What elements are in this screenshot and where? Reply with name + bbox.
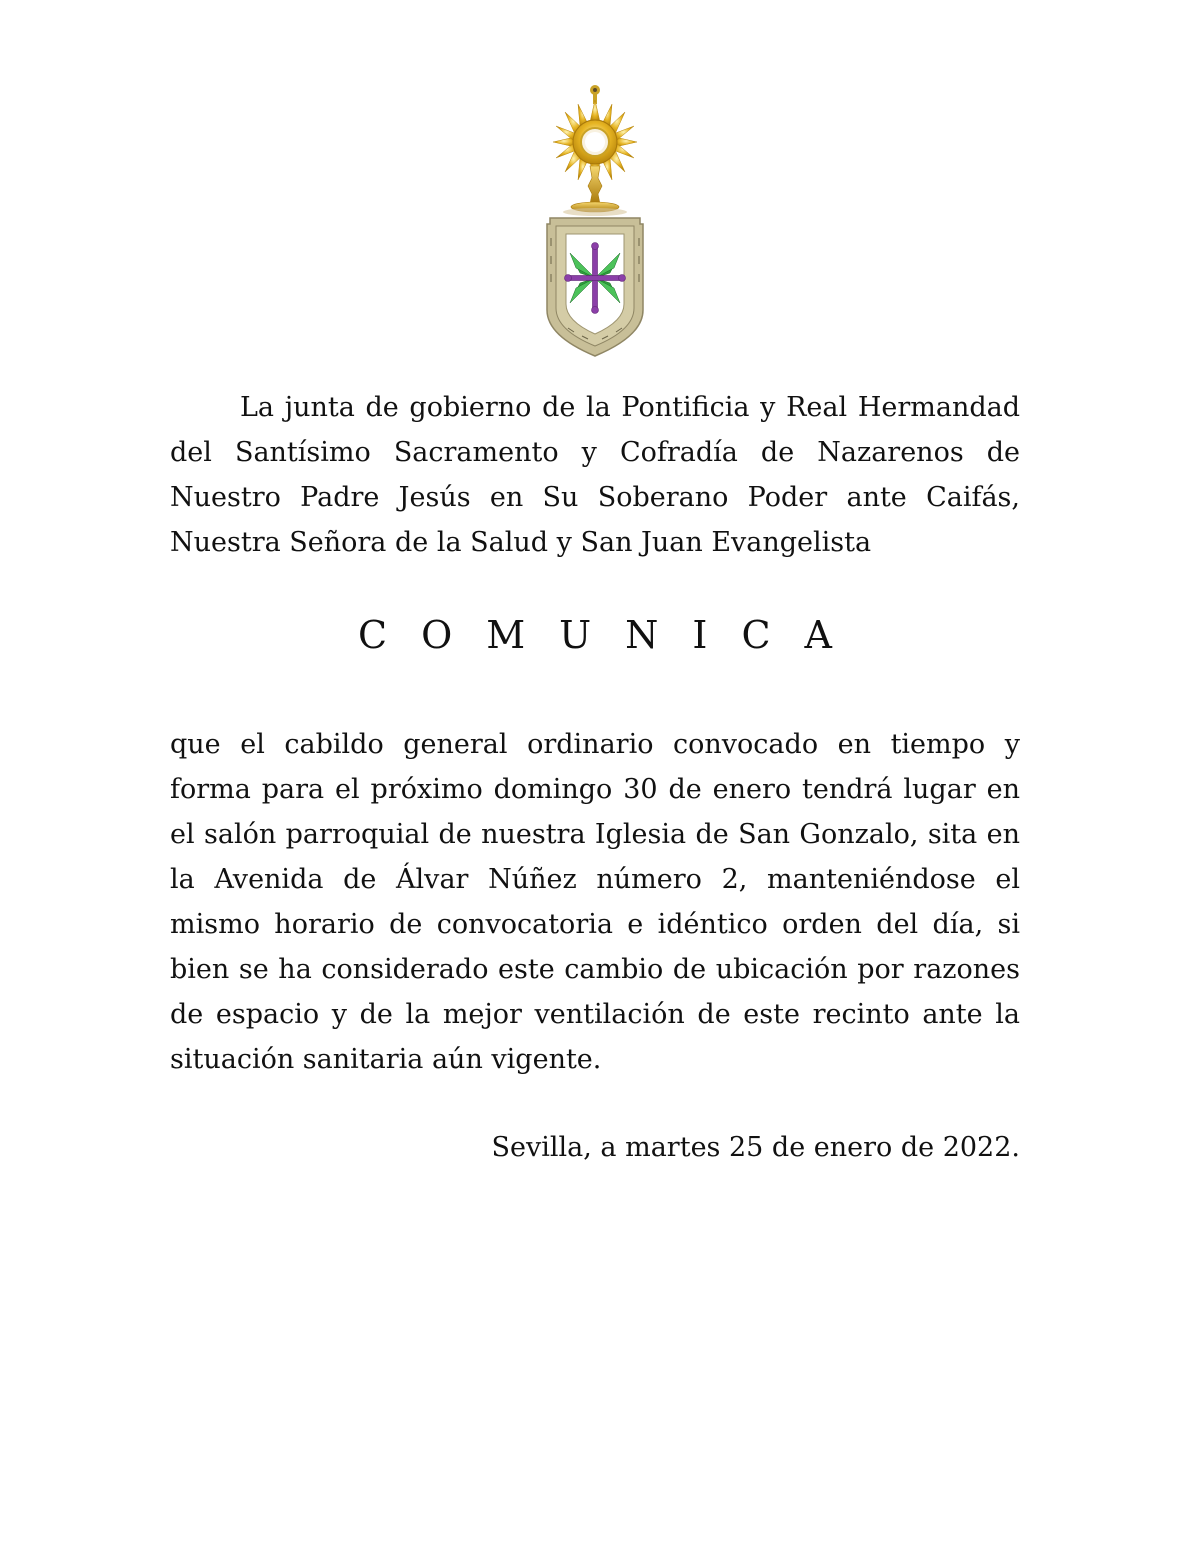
brotherhood-emblem	[520, 78, 670, 358]
page-title: COMUNICA	[358, 613, 866, 657]
monstrance-shield-emblem-icon	[520, 78, 670, 358]
body-paragraph: que el cabildo general ordinario convocado en tiempo y forma para el próximo domingo 30 de enero tendrá lugar en el salón parroquial de nuestra Iglesia de San Gonzalo, sita en la Avenida de Álvar Núñez número 2, manteniéndose el mismo horario de convocatoria e idéntico orden del día, si bien se ha considerado este cambio de ubicación por razones de espacio y de la mejor ventilación de este recinto ante la situación sanitaria aún vigente.	[170, 729, 1020, 1075]
intro-paragraph: La junta de gobierno de la Pontificia y Real Hermandad del Santísimo Sacramento y Cofradía de Nazarenos de Nuestro Padre Jesús en Su Soberano Poder ante Caifás, Nuestra Señora de la Salud y San Juan Evangelista	[170, 392, 1020, 558]
signature-date: Sevilla, a martes 25 de enero de 2022.	[491, 1132, 1020, 1163]
